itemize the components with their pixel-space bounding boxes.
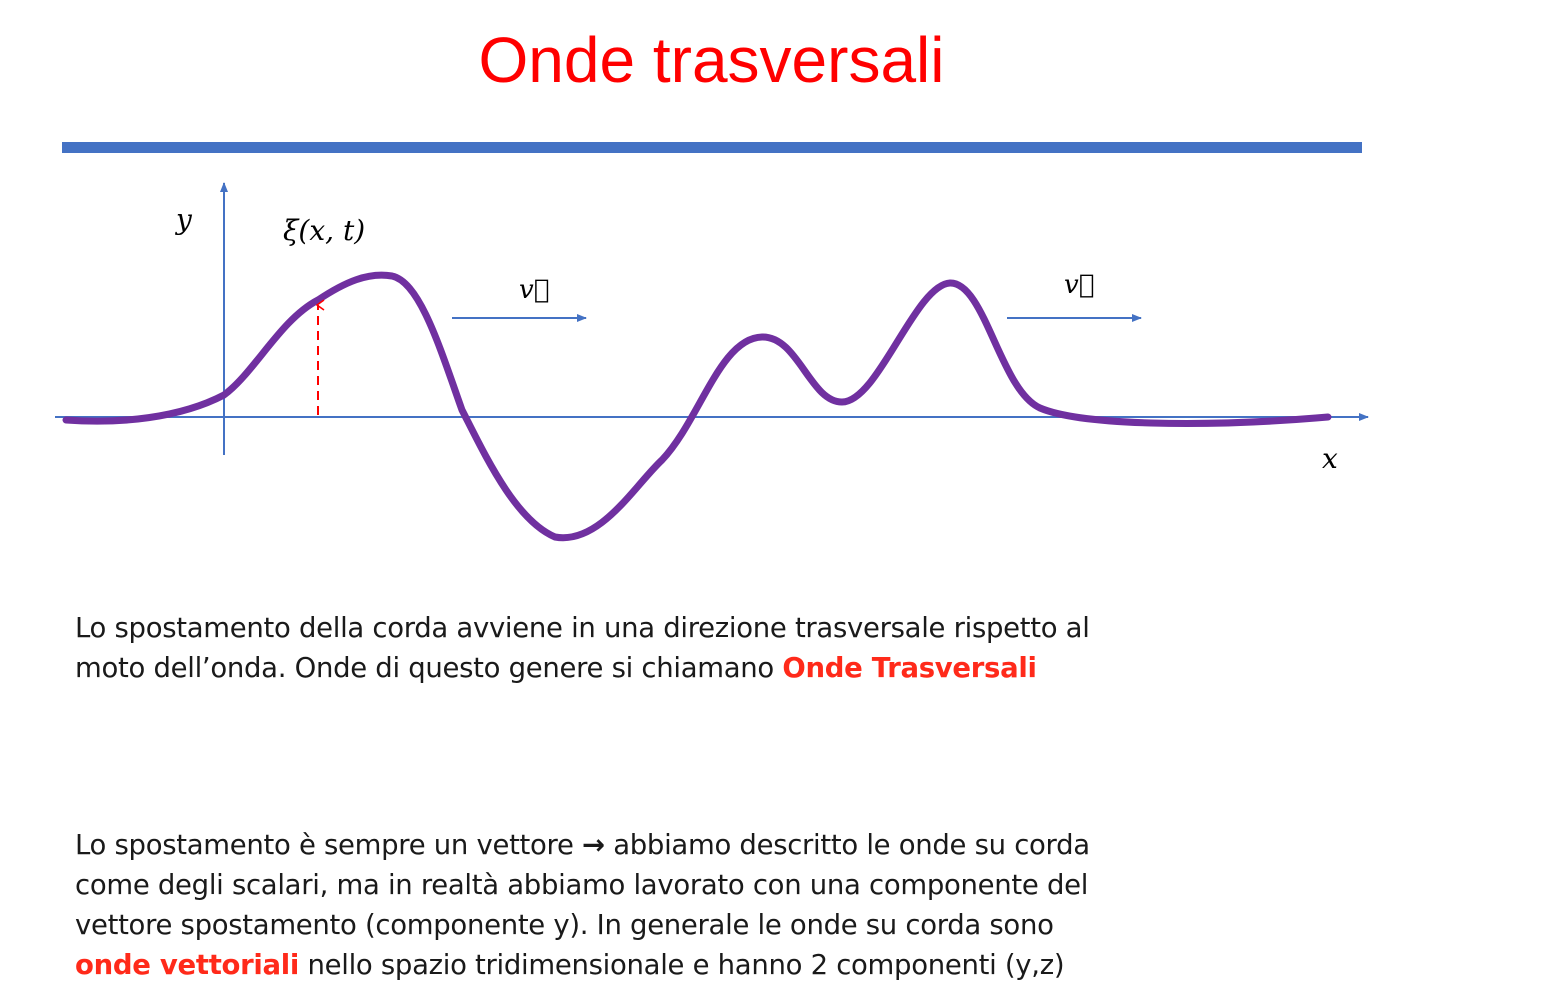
- paragraph-text: abbiamo descritto le onde su corda: [604, 829, 1090, 861]
- velocity-label-2: v⃗: [1064, 270, 1095, 300]
- y-axis-label: y: [176, 203, 192, 236]
- paragraph-line: come degli scalari, ma in realtà abbiamo lavorato con una componente del: [75, 869, 1089, 901]
- paragraph-line: [75, 945, 1090, 985]
- highlight-onde-vettoriali: onde vettoriali: [75, 949, 300, 981]
- velocity-label-1: v⃗: [519, 275, 550, 305]
- paragraph-text: Lo spostamento è sempre un vettore: [75, 829, 583, 861]
- displacement-label: ξ(x, t): [283, 214, 366, 247]
- paragraph-line: [75, 825, 1090, 865]
- right-arrow-icon: →: [582, 829, 605, 861]
- paragraph-text: nello spazio tridimensionale e hanno 2 componenti (y,z): [299, 949, 1065, 981]
- vector-displacement-paragraph: [75, 825, 1090, 985]
- paragraph-line: vettore spostamento (componente y). In generale le onde su corda sono: [75, 909, 1054, 941]
- paragraph-line: Lo spostamento della corda avviene in una direzione trasversale rispetto al: [75, 612, 1090, 644]
- slide-title: Onde trasversali: [478, 24, 945, 96]
- transverse-definition-paragraph: [75, 608, 1090, 688]
- x-axis-label: x: [1322, 442, 1338, 475]
- wave-curve: [66, 275, 1328, 538]
- paragraph-text: moto dell’onda. Onde di questo genere si chiamano: [75, 652, 783, 684]
- highlight-onde-trasversali: Onde Trasversali: [782, 652, 1037, 684]
- paragraph-line: [75, 648, 1090, 688]
